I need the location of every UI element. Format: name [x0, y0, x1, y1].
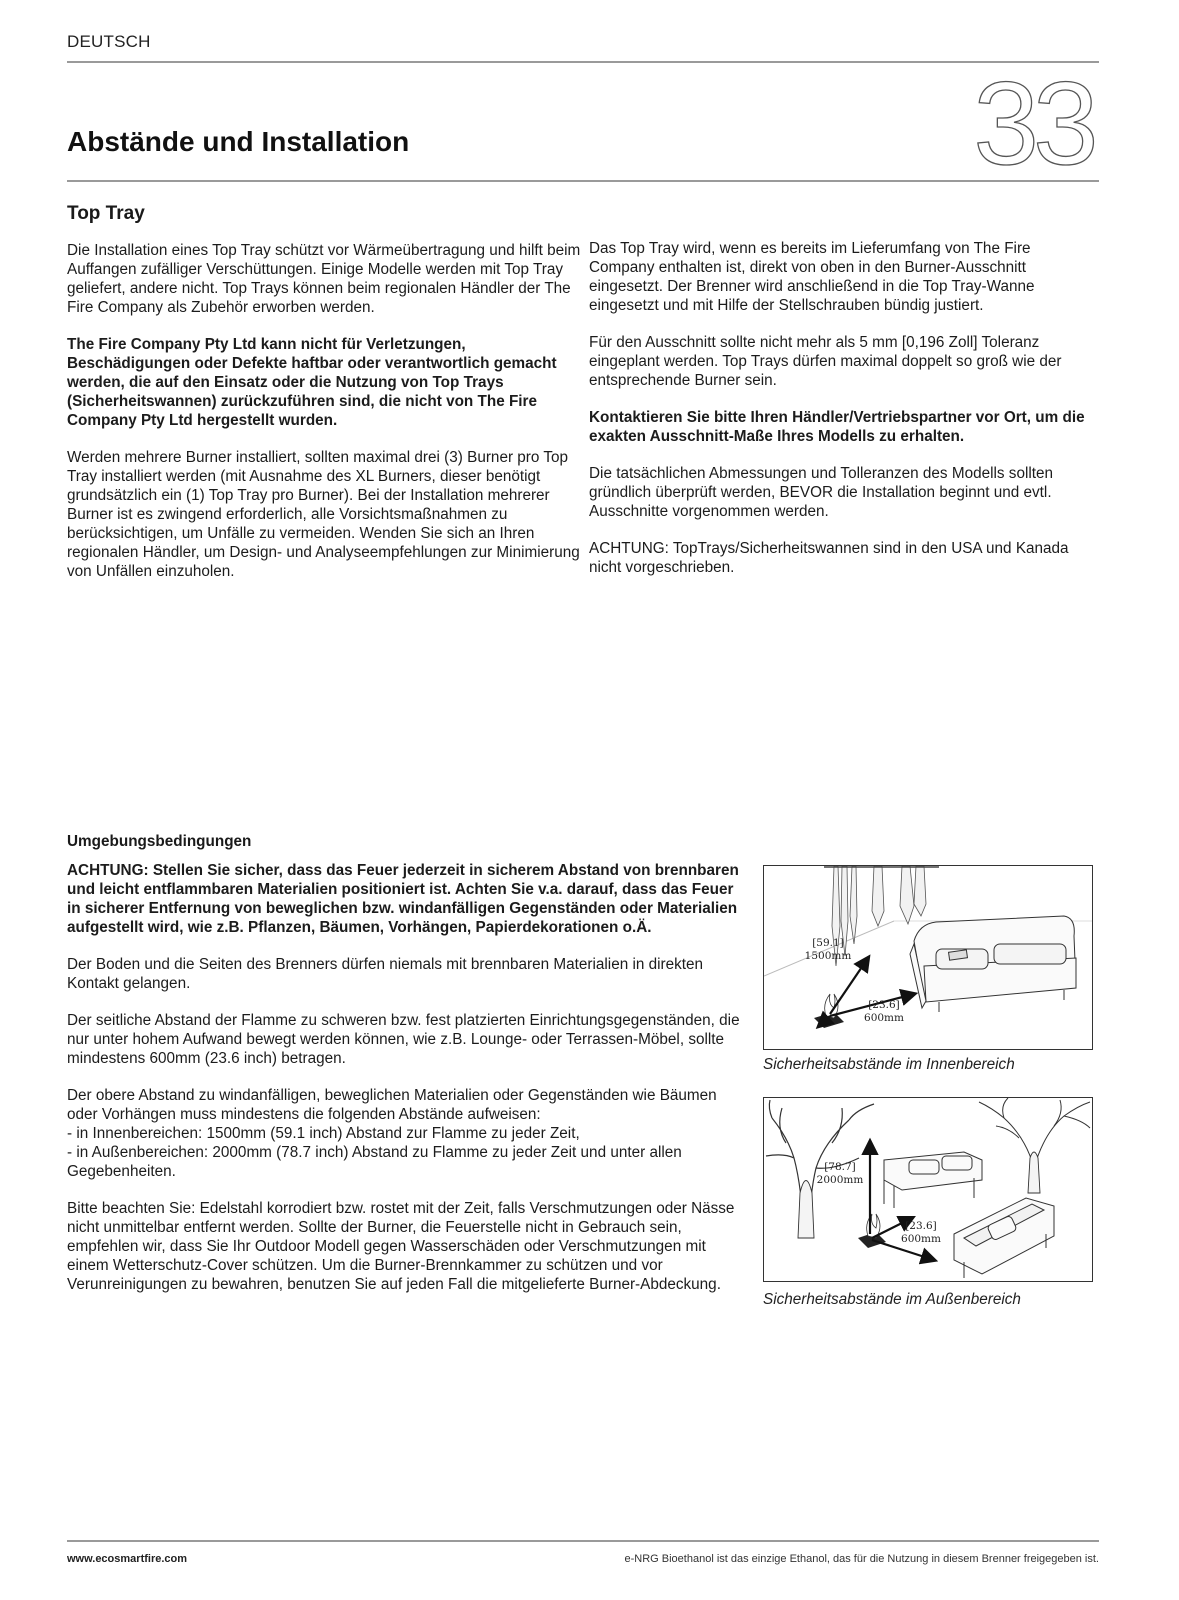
page-number-text: 33	[973, 60, 1093, 180]
contact-notice: Kontaktieren Sie bitte Ihren Händler/Vertriebspartner vor Ort, um die exakten Ausschnitt-Maße Ihres Modells zu erhalten.	[589, 409, 1085, 445]
paragraph: Für den Ausschnitt sollte nicht mehr als 5 mm [0,196 Zoll] Toleranz eingeplant werden. Top Trays dürfen maximal doppelt so groß wie der entsprechende Burner sein.	[589, 334, 1062, 389]
paragraph: Werden mehrere Burner installiert, sollten maximal drei (3) Burner pro Top Tray installiert werden (mit Ausnahme des XL Burners, dieser benötigt grundsätzlich ein (1) Top Tray pro Burner). Bei der Installation mehrerer Burner ist es zwingend erforderlich, alle Vorsichtsmaßnahmen zu berücksichtigen, um Unfälle zu vermeiden. Wenden Sie sich an Ihren regionalen Händler, um Design- und Analyseempfehlungen zur Minimierung von Unfällen einzuholen.	[67, 449, 580, 580]
outdoor-caption: Sicherheitsabstände im Außenbereich	[763, 1291, 1021, 1308]
indoor-side-inch: [23.6]	[868, 999, 900, 1011]
paragraph: ACHTUNG: TopTrays/Sicherheitswannen sind in den USA und Kanada nicht vorgeschrieben.	[589, 540, 1069, 576]
clearance-intro: Der obere Abstand zu windanfälligen, beweglichen Materialien oder Gegenständen wie Bäumen oder Vorhängen muss mindestens die folgenden Abstände aufweisen:	[67, 1087, 717, 1123]
outdoor-drawing	[764, 1098, 1092, 1281]
paragraph: Die tatsächlichen Abmessungen und Tolleranzen des Modells sollten gründlich überprüft werden, BEVOR die Installation beginnt und evtl. Ausschnitte vorgenommen werden.	[589, 465, 1054, 520]
paragraph: Die Installation eines Top Tray schützt vor Wärmeübertragung und hilft beim Auffangen zufälliger Verschüttungen. Einige Modelle werden mit Top Tray geliefert, andere nicht. Top Trays können beim regionalen Händler der The Fire Company als Zubehör erworben werden.	[67, 242, 581, 316]
outdoor-side-mm: 600mm	[901, 1233, 941, 1245]
language-label: DEUTSCH	[67, 32, 151, 51]
paragraph: Bitte beachten Sie: Edelstahl korrodiert bzw. rostet mit der Zeit, falls Verschmutzungen oder Nässe nicht unmittelbar entfernt werden. Sollte der Burner, die Feuerstelle nicht in Gebrauch sein, empfehlen wir, dass Sie Ihr Outdoor Modell gegen Wasserschäden oder Verschmutzungen mit einem Wetterschutz-Cover schützen. Um die Burner-Brennkammer zu schützen und vor Verunreinigungen zu bewahren, benutzen Sie auf jeden Fall die mitgelieferte Burner-Abdeckung.	[67, 1200, 735, 1293]
indoor-vertical-inch: [59.1]	[812, 937, 844, 949]
indoor-drawing	[764, 866, 1092, 1049]
title-divider	[67, 180, 1099, 182]
liability-notice: The Fire Company Pty Ltd kann nicht für Verletzungen, Beschädigungen oder Defekte haftbar oder verantwortlich gemacht werden, die auf den Einsatz oder die Nutzung von Top Trays (Sicherheitswannen) zurückzuführen sind, die nicht von The Fire Company Pty Ltd hergestellt wurden.	[67, 336, 557, 429]
outdoor-vertical-inch: [78.7]	[824, 1161, 856, 1173]
outdoor-clearance-illustration	[763, 1097, 1093, 1282]
left-column	[67, 241, 587, 599]
indoor-vertical-mm: 1500mm	[804, 950, 852, 962]
environment-text	[67, 861, 749, 1312]
page-title: Abstände und Installation	[67, 126, 410, 157]
page-number	[965, 60, 1101, 180]
paragraph: Das Top Tray wird, wenn es bereits im Lieferumfang von The Fire Company enthalten ist, direkt von oben in den Burner-Ausschnitt eingesetzt. Der Brenner wird anschließend in die Top Tray-Wanne eingesetzt und mit Hilfe der Stellschrauben bündig justiert.	[589, 240, 1035, 314]
footer-divider	[67, 1540, 1099, 1542]
environment-warning: ACHTUNG: Stellen Sie sicher, dass das Feuer jederzeit in sicherem Abstand von brennbaren und leicht entflammbaren Materialien positioniert ist. Achten Sie v.a. darauf, dass das Feuer in sicherer Entfernung von beweglichen bzw. windanfälligen Gegenständen oder Materialien aufgestellt wird, wie z.B. Pflanzen, Bäumen, Vorhängen, Papierdekorationen o.Ä.	[67, 862, 739, 936]
header-divider	[67, 61, 1099, 63]
paragraph: Der Boden und die Seiten des Brenners dürfen niemals mit brennbaren Materialien in direkten Kontakt gelangen.	[67, 956, 704, 992]
clearance-paragraph	[67, 1086, 749, 1181]
indoor-caption: Sicherheitsabstände im Innenbereich	[763, 1056, 1015, 1073]
outdoor-side-inch: [23.6]	[905, 1220, 937, 1232]
indoor-side-mm: 600mm	[864, 1012, 904, 1024]
paragraph: Der seitliche Abstand der Flamme zu schweren bzw. fest platzierten Einrichtungsgegenständen, die nur unter hohem Aufwand bewegt werden können, wie z.B. Lounge- oder Terrassen-Möbel, sollte mindestens 600mm (23.6 inch) betragen.	[67, 1012, 740, 1067]
clearance-indoor: - in Innenbereichen: 1500mm (59.1 inch) Abstand zur Flamme zu jeder Zeit,	[67, 1125, 580, 1142]
footer-note: e-NRG Bioethanol ist das einzige Ethanol, das für die Nutzung in diesem Brenner freigegeben ist.	[624, 1553, 1099, 1565]
footer-website: www.ecosmartfire.com	[67, 1553, 188, 1565]
right-column	[589, 239, 1094, 595]
environment-heading: Umgebungsbedingungen	[67, 833, 252, 850]
clearance-outdoor: - in Außenbereichen: 2000mm (78.7 inch) Abstand zu Flamme zu jeder Zeit und unter allen Gegebenheiten.	[67, 1144, 682, 1180]
section-heading: Top Tray	[67, 203, 145, 224]
outdoor-vertical-mm: 2000mm	[816, 1174, 864, 1186]
indoor-clearance-illustration	[763, 865, 1093, 1050]
